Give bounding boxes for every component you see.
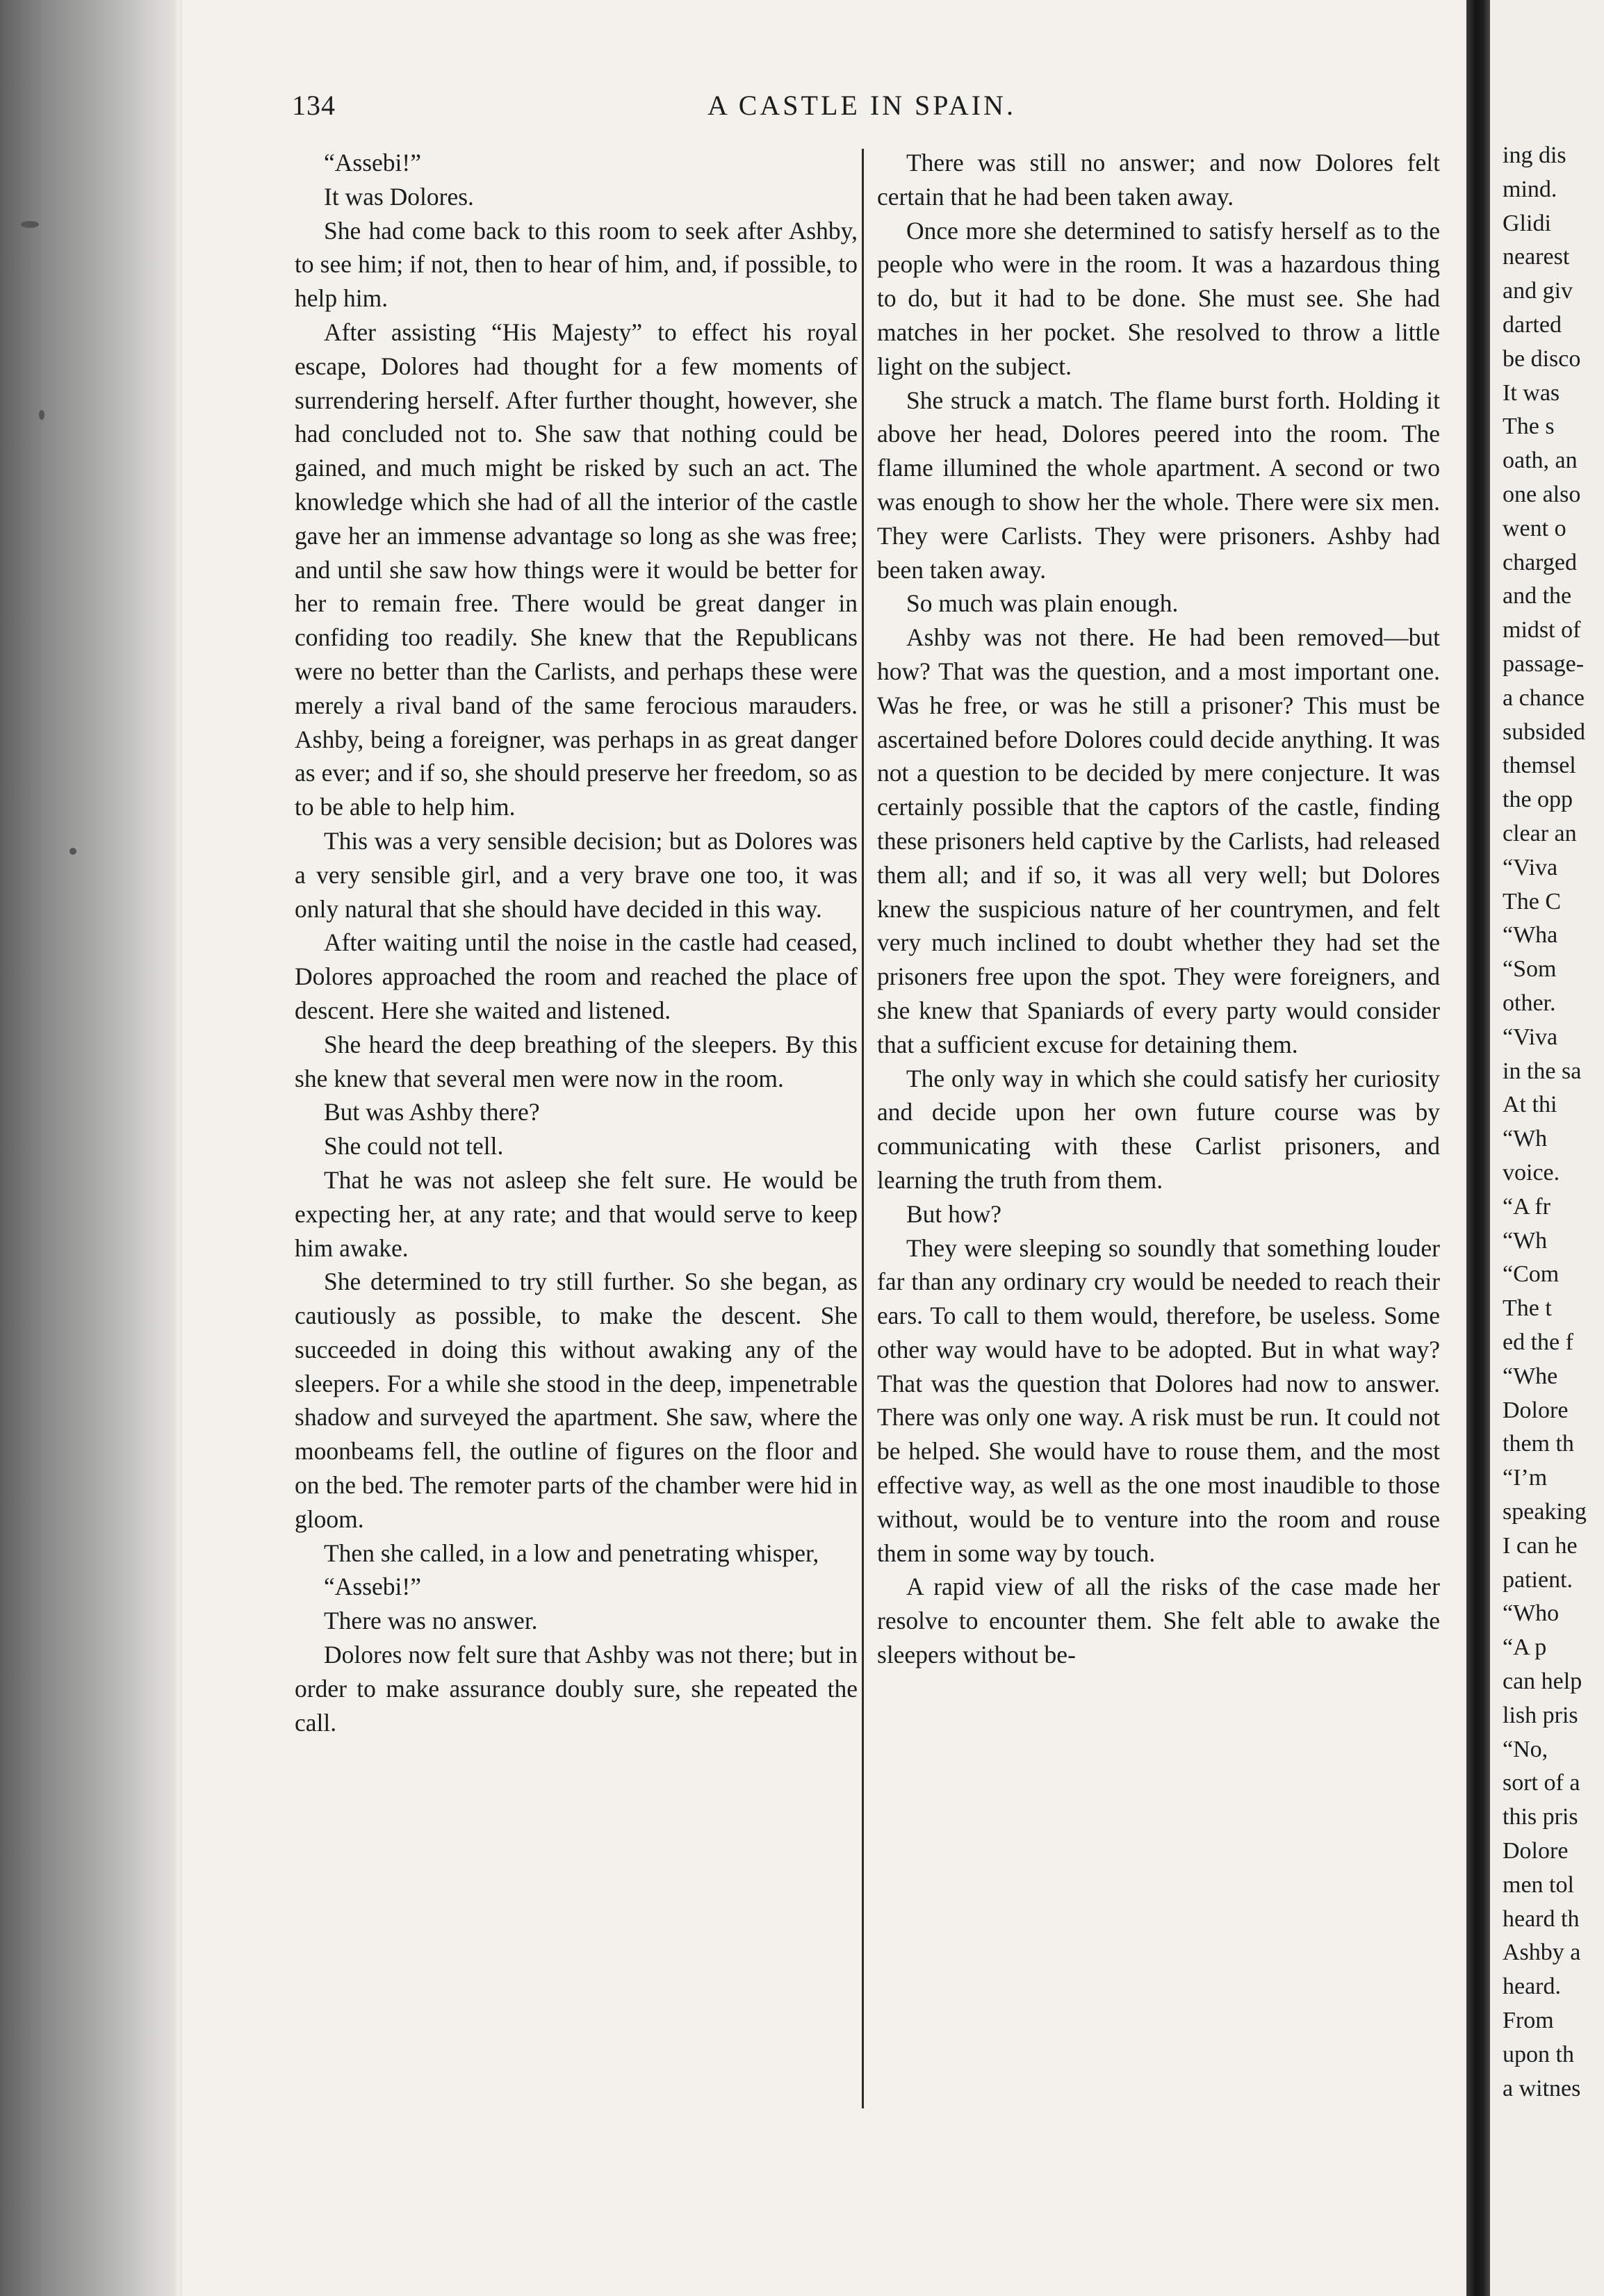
next-page-line-fragment: can help bbox=[1503, 1668, 1582, 1694]
next-page-line-fragment: Dolore bbox=[1503, 1838, 1569, 1864]
paragraph: She could not tell. bbox=[324, 1132, 504, 1161]
paragraph: They were sleeping so soundly that something louder far than any ordinary cry would be needed to reach their ears. To call to them would, therefore, be useless. Some other way would have to be adopted. But in what way? That was the question that Dolores had now to answer. There was only one way. A risk must be run. It could not be helped. She would have to rouse them, and the most effective way, as well as the one most inaudible to those without, would be to venture into the room and rouse them in some way by touch. bbox=[877, 1233, 1440, 1567]
next-page-line-fragment: mind. bbox=[1503, 176, 1557, 202]
running-head: A CASTLE IN SPAIN. bbox=[707, 90, 1016, 121]
next-page-line-fragment: charged bbox=[1503, 549, 1577, 575]
next-page-line-fragment: speaking bbox=[1503, 1499, 1587, 1525]
next-page-line-fragment: passage- bbox=[1503, 651, 1585, 677]
next-page-line-fragment: “Who bbox=[1503, 1600, 1560, 1627]
next-page-line-fragment: “A fr bbox=[1503, 1193, 1550, 1220]
binding-edge bbox=[174, 0, 182, 2296]
next-page-line-fragment: The s bbox=[1503, 413, 1555, 440]
next-page-line-fragment: be disco bbox=[1503, 345, 1581, 372]
paragraph: A rapid view of all the risks of the case made her resolve to encounter them. She felt able to awake the sleepers without be- bbox=[877, 1573, 1440, 1669]
next-page-line-fragment: ed the f bbox=[1503, 1329, 1573, 1355]
paragraph: But was Ashby there? bbox=[324, 1098, 540, 1126]
paragraph: The only way in which she could satisfy her curiosity and decide upon her own future course was by communicating with these Carlist prisoners, and learning the truth from them. bbox=[877, 1064, 1440, 1194]
next-page-line-fragment: “I’m bbox=[1503, 1465, 1548, 1491]
next-page-line-fragment: “Com bbox=[1503, 1261, 1560, 1288]
paragraph: This was a very sensible decision; but as Dolores was a very sensible girl, and a very brave one too, it was only natural that she should have decided in this way. bbox=[295, 826, 858, 923]
next-page-line-fragment: heard th bbox=[1503, 1905, 1580, 1932]
next-page-line-fragment: I can he bbox=[1503, 1532, 1578, 1559]
scan-speck bbox=[39, 410, 44, 420]
paragraph: “Assebi!” bbox=[324, 1573, 421, 1601]
next-page-line-fragment: sort of a bbox=[1503, 1770, 1580, 1796]
paragraph: After waiting until the noise in the castle had ceased, Dolores approached the room and reached the place of descent. Here she waited and listened. bbox=[295, 928, 858, 1024]
next-page-line-fragment: darted bbox=[1503, 312, 1562, 338]
next-page-line-fragment: voice. bbox=[1503, 1160, 1560, 1186]
next-page-line-fragment: and the bbox=[1503, 583, 1572, 609]
next-page-line-fragment: went o bbox=[1503, 515, 1566, 541]
column-divider bbox=[862, 149, 864, 2108]
paragraph: But how? bbox=[906, 1199, 1002, 1228]
next-page-line-fragment: “Wha bbox=[1503, 922, 1558, 949]
paragraph: She heard the deep breathing of the sleepers. By this she knew that several men were now in the room. bbox=[295, 1030, 858, 1092]
next-page-line-fragment: The t bbox=[1503, 1295, 1552, 1322]
paragraph: There was no answer. bbox=[324, 1607, 538, 1635]
next-page-line-fragment: “No, bbox=[1503, 1736, 1548, 1762]
next-page-line-fragment: heard. bbox=[1503, 1974, 1562, 2000]
next-page-line-fragment: Glidi bbox=[1503, 210, 1551, 236]
next-page-line-fragment: men tol bbox=[1503, 1871, 1574, 1898]
next-page-line-fragment: a witnes bbox=[1503, 2075, 1581, 2101]
next-page-line-fragment: ing dis bbox=[1503, 142, 1566, 168]
next-page-line-fragment: midst of bbox=[1503, 617, 1581, 643]
next-page-line-fragment: nearest bbox=[1503, 244, 1570, 270]
next-page-line-fragment: subsided bbox=[1503, 719, 1585, 745]
next-page-line-fragment: “Wh bbox=[1503, 1227, 1548, 1254]
paragraph: That he was not asleep she felt sure. He would be expecting her, at any rate; and that would serve to keep him awake. bbox=[295, 1165, 858, 1262]
next-page-line-fragment: “Viva bbox=[1503, 1024, 1558, 1050]
paragraph: Once more she determined to satisfy herself as to the people who were in the room. It was a hazardous thing to do, but it had to be done. She must see. She had matches in her pocket. She resolved to throw a little light on the subject. bbox=[877, 216, 1440, 380]
paragraph: She determined to try still further. So she began, as cautiously as possible, to make the descent. She succeeded in doing this without awaking any of the sleepers. For a while she stood in the deep, impenetrable shadow and surveyed the apartment. She saw, where the moonbeams fell, the outline of figures on the floor and on the bed. The remoter parts of the chamber were hid in gloom. bbox=[295, 1268, 858, 1533]
next-page-line-fragment: the opp bbox=[1503, 787, 1573, 813]
next-page-line-fragment: “Viva bbox=[1503, 854, 1558, 880]
paragraph: There was still no answer; and now Dolores felt certain that he had been taken away. bbox=[877, 149, 1440, 211]
next-page-line-fragment: clear an bbox=[1503, 821, 1577, 846]
paragraph: It was Dolores. bbox=[324, 182, 474, 211]
next-page-edge bbox=[1490, 0, 1604, 2296]
next-page-line-fragment: lish pris bbox=[1503, 1702, 1578, 1728]
next-page-line-fragment: in the sa bbox=[1503, 1058, 1582, 1084]
scan-speck bbox=[69, 848, 76, 855]
scan-speck bbox=[21, 221, 39, 228]
next-page-line-fragment: this pris bbox=[1503, 1804, 1578, 1830]
binding-shadow bbox=[0, 0, 188, 2296]
page-gutter bbox=[1466, 0, 1490, 2296]
next-page-line-fragment: upon th bbox=[1503, 2041, 1574, 2067]
left-text-column bbox=[295, 146, 858, 1739]
page-header bbox=[292, 89, 1432, 131]
next-page-line-fragment: “Whe bbox=[1503, 1363, 1558, 1389]
next-page-line-fragment: other. bbox=[1503, 990, 1556, 1016]
next-page-line-fragment: “Wh bbox=[1503, 1126, 1548, 1152]
paragraph: After assisting “His Majesty” to effect his royal escape, Dolores had thought for a few moments of surrendering herself. After further thought, however, she had concluded not to. She saw that nothing could be gained, and much might be risked by such an act. The knowledge which she had of all the interior of the castle gave her an immense advantage so long as she was free; and until she saw how things were it would be better for her to remain free. There would be great danger in confiding too readily. She knew that the Republicans were no better than the Carlists, and perhaps these were merely a rival band of the same ferocious marauders. Ashby, being a foreigner, was perhaps in as great danger as ever; and if so, she should preserve her freedom, so as to be able to help him. bbox=[295, 318, 858, 821]
next-page-line-fragment: Ashby a bbox=[1503, 1940, 1581, 1966]
next-page-line-fragment: “Som bbox=[1503, 956, 1557, 983]
next-page-line-fragment: “A p bbox=[1503, 1634, 1547, 1661]
paragraph: Then she called, in a low and penetrating whisper, bbox=[324, 1539, 819, 1567]
next-page-line-fragment: It was bbox=[1503, 379, 1560, 406]
page-number: 134 bbox=[292, 90, 336, 121]
next-page-line-fragment: The C bbox=[1503, 888, 1562, 915]
next-page-line-fragment: patient. bbox=[1503, 1566, 1573, 1593]
paragraph: Dolores now felt sure that Ashby was not there; but in order to make assurance doubly sure, she repeated the call. bbox=[295, 1641, 858, 1737]
right-text-column bbox=[877, 146, 1440, 1672]
paragraph: “Assebi!” bbox=[324, 149, 421, 177]
next-page-line-fragment: one also bbox=[1503, 482, 1581, 507]
paragraph: Ashby was not there. He had been removed—but how? That was the question, and a most important one. Was he free, or was he still a prisoner? This must be ascertained before Dolores could decide anything. It was not a question to be decided by mere conjecture. It was certainly possible that the captors of the castle, finding these prisoners held captive by the Carlists, had released them all; and if so, it was all very well; but Dolores knew the suspicious nature of her countrymen, and felt very much inclined to doubt whether they had set the prisoners free upon the spot. They were foreigners, and she knew that Spaniards of every party would consider that a sufficient excuse for detaining them. bbox=[877, 623, 1440, 1058]
paragraph: She had come back to this room to seek after Ashby, to see him; if not, then to hear of him, and, if possible, to help him. bbox=[295, 216, 858, 313]
next-page-line-fragment: At thi bbox=[1503, 1092, 1557, 1118]
next-page-line-fragment: From bbox=[1503, 2008, 1554, 2033]
next-page-line-fragment: a chance bbox=[1503, 684, 1585, 711]
paragraph: So much was plain enough. bbox=[906, 589, 1179, 618]
next-page-line-fragment: Dolore bbox=[1503, 1397, 1569, 1423]
next-page-line-fragment: them th bbox=[1503, 1431, 1574, 1457]
next-page-line-fragment: themsel bbox=[1503, 753, 1576, 779]
next-page-line-fragment: and giv bbox=[1503, 278, 1573, 304]
next-page-line-fragment: oath, an bbox=[1503, 448, 1578, 474]
paragraph: She struck a match. The flame burst forth. Holding it above her head, Dolores peered into the room. The flame illumined the whole apartment. A second or two was enough to show her the whole. There were six men. They were Carlists. They were prisoners. Ashby had been taken away. bbox=[877, 386, 1440, 584]
